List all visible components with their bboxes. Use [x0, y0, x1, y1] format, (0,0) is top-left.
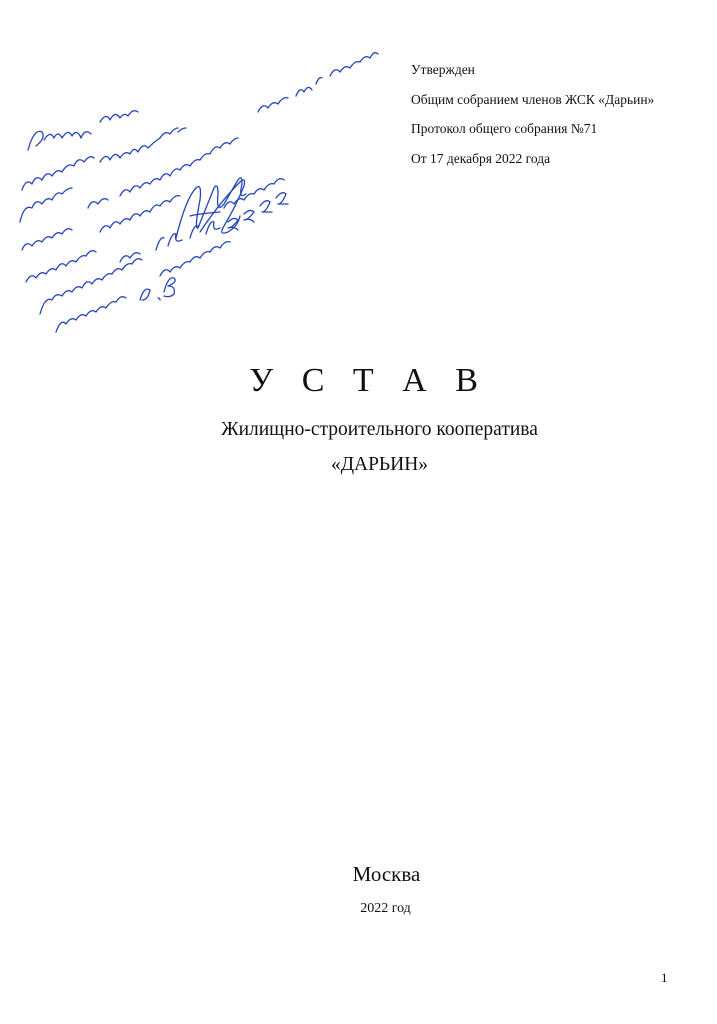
- document-year: 2022 год: [360, 901, 411, 916]
- document-subtitle: [0, 418, 717, 488]
- subtitle-organization-type: Жилищно-строительного кооператива: [221, 419, 538, 440]
- handwritten-note-ink: [20, 53, 378, 332]
- approval-approved-label: Утвержден: [411, 62, 475, 77]
- document-city: Москва: [352, 862, 421, 886]
- approval-approved-by: Общим собранием членов ЖСК «Дарьин»: [411, 91, 655, 107]
- handwritten-resolution-note: [0, 0, 420, 360]
- page-number: 1: [661, 970, 668, 985]
- approval-block: [411, 62, 711, 180]
- subtitle-organization-name: «ДАРЬИН»: [330, 454, 429, 475]
- document-title: У С Т А В: [249, 362, 488, 399]
- approval-date: От 17 декабря 2022 года: [411, 150, 551, 166]
- approval-protocol-number: Протокол общего собрания №71: [411, 121, 598, 136]
